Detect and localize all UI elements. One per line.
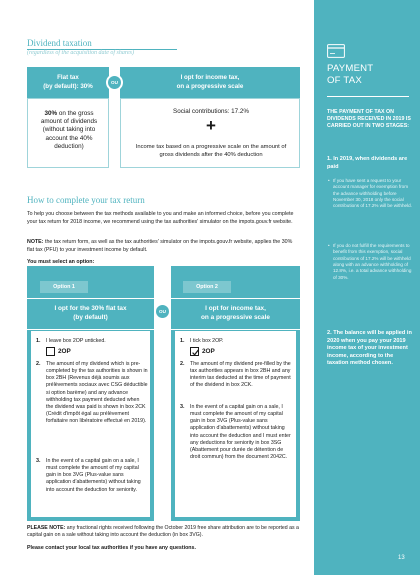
option2-head-line1: I opt for income tax, [205, 305, 266, 313]
or-badge: OU [106, 74, 123, 91]
progressive-line1: I opt for income tax, [180, 74, 240, 82]
sidebar-bullet-2: • If you do not fulfill the requirements to benefit from this exemption, social contributions of 17.2% will be withheld along with an advance withholding of 12.8%, i.e. a total advance withholding of 30%. [333, 243, 413, 281]
flat-tax-line2: (by default): 30% [43, 82, 93, 90]
progressive-tax-header [120, 67, 300, 98]
option1-tab: Option 1 [40, 281, 88, 293]
flat-rate: 30% [44, 110, 58, 117]
howto-intro: To help you choose between the tax methods available to you and make an informed choice, before you complete your tax return for 2018 income, we recommend using the tax authorities' simulator on the impots.gouv.fr website. [27, 211, 294, 225]
option2-box-label: 2OP [202, 347, 215, 355]
progressive-detail: Income tax based on a progressive scale on the amount of gross dividends after the 40% deduction [135, 144, 287, 158]
sidebar-title-line1: PAYMENT [327, 63, 374, 74]
flat-tax-header [27, 67, 109, 98]
unticked-square [46, 347, 55, 356]
flat-tax-detail [34, 110, 104, 151]
option1-header [27, 298, 154, 330]
note-label: NOTE: [27, 239, 44, 245]
social-contributions: Social contributions: 17.2% [173, 108, 249, 115]
option1-item-3: In the event of a capital gain on a sale, I must complete the amount of my capital gain in box 3VG (Plus-value sans application d'abattements) without taking into account the deduction for seniority. [46, 458, 141, 493]
footer-note-text: any fractional rights received following the October 2019 free share attribution are to be reported as a capital gain on a sale without taking into account the deduction (in box 3VG). [27, 525, 299, 539]
option1-head-line2: (by default) [73, 314, 108, 321]
option2-num-3: 3. [180, 404, 185, 410]
flat-tax-box [27, 98, 109, 168]
or-badge-options: OU [154, 303, 171, 320]
option2-header [171, 298, 300, 330]
option1-item-2: The amount of my dividend which is pre-completed by the tax authorities is shown in box 2BH (Revenus déjà soumis aux prélèvements sociaux avec CSG déductible si option barème) and any advance withholding tax payment deducted when the dividend was paid is shown in box 2CK (Crédit d'impôt égal au prélèvement forfaitaire non libératoire effectué en 2019). [46, 361, 148, 424]
sidebar-stage-1: 1. In 2019, when dividends are paid [327, 156, 408, 170]
option2-num-2: 2. [180, 361, 185, 367]
progressive-line2: on a progressive scale [176, 82, 244, 90]
option2-num-1: 1. [180, 338, 185, 344]
footer-contact: Please contact your local tax authorities if you have any questions. [27, 545, 196, 551]
option2-item-1: I tick box 2OP. [190, 338, 224, 344]
option1-num-1: 1. [36, 338, 41, 344]
sidebar-bullet-1: • If you have sent a request to your account manager for exemption from the advance withholding before November 30, 2018 only the social contributions of 17.2% will be withheld. [333, 178, 413, 210]
dividend-subtitle: (regardless of the acquisition date of shares) [27, 50, 134, 56]
option1-checkbox-2op [46, 347, 76, 357]
footer-note [27, 525, 300, 540]
flat-detail-text: on the gross amount of dividends (without taking into account the 40% deduction) [40, 110, 98, 150]
footer-note-label: PLEASE NOTE: [27, 525, 66, 531]
howto-title: How to complete your tax return [27, 195, 145, 205]
progressive-tax-box [120, 98, 300, 168]
card-icon [327, 44, 345, 58]
option2-item-2: The amount of my dividend pre-filled by the tax authorities appears in box 2BH and any interim tax deducted at the time of payment of the dividend in box 2CK. [190, 361, 291, 389]
plus-sign: + [206, 116, 216, 135]
option2-tab: Option 2 [183, 281, 231, 293]
option2-checkbox-2op [190, 347, 220, 357]
option2-item-3: In the event of a capital gain on a sale, I must complete the amount of my capital gain in box 3VG (Plus-value sans application d'abattements) without taking into account the deduction and I must enter any deductions for seniority in box 3SG (Abattement pour durée de détention de droit commun) from the document 2042C. [190, 404, 291, 460]
ticked-square [190, 347, 199, 356]
flat-tax-line1: Flat tax [57, 74, 79, 82]
option1-num-3: 3. [36, 458, 41, 464]
dividend-title: Dividend taxation [27, 38, 92, 48]
option2-head-line2: on a progressive scale [201, 314, 270, 321]
page-number: 13 [398, 555, 405, 561]
sidebar-title [327, 63, 373, 86]
option1-box-label: 2OP [58, 347, 71, 355]
check-icon [191, 348, 200, 357]
sidebar-rule [327, 96, 409, 97]
sidebar-title-line2: OF TAX [327, 74, 362, 86]
howto-note [27, 239, 300, 254]
sidebar [314, 0, 420, 575]
option1-num-2: 2. [36, 361, 41, 367]
option1-item-1: I leave box 2OP unticked. [46, 338, 106, 344]
must-select: You must select an option: [27, 259, 95, 265]
sidebar-intro: THE PAYMENT OF TAX ON DIVIDENDS RECEIVED IN 2019 IS CARRIED OUT IN TWO STAGES: [327, 109, 411, 130]
sidebar-stage-2: 2. The balance will be applied in 2020 when you pay your 2019 income tax of your investment income, according to the taxation method chosen. [327, 330, 412, 367]
option1-head-line1: I opt for the 30% flat tax [54, 305, 127, 313]
note-text: the tax return form, as well as the tax authorities' simulator on the impots.gouv.fr website, applies the 30% flat tax (PFU) to your investment income by default. [27, 239, 293, 253]
